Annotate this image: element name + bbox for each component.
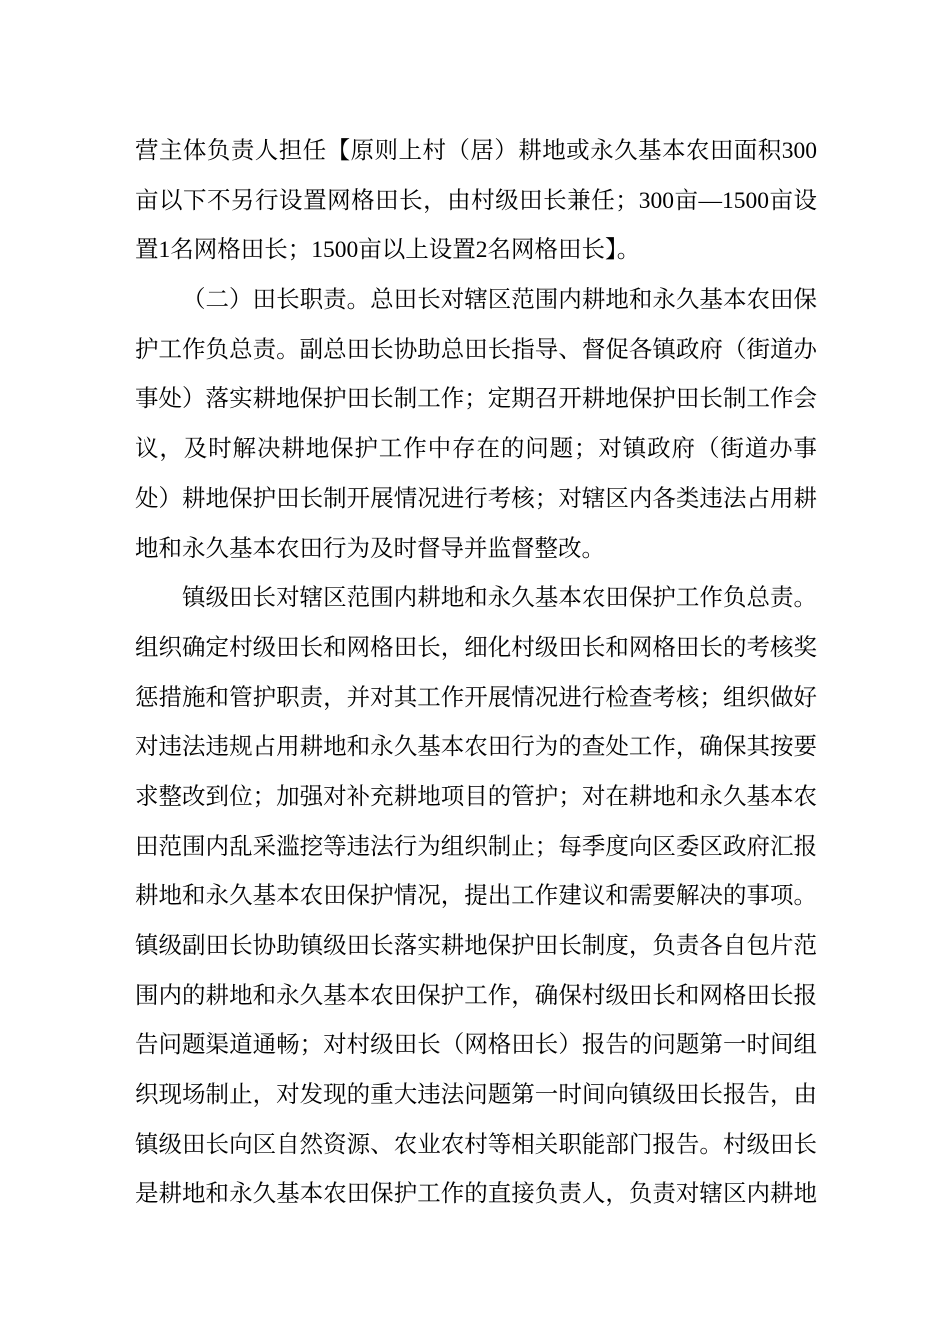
text-line: 对违法违规占用耕地和永久基本农田行为的查处工作，确保其按要	[135, 734, 817, 761]
text-line: 告问题渠道通畅；对村级田长（网格田长）报告的问题第一时间组	[135, 1032, 817, 1059]
text-line: 营主体负责人担任【原则上村（居）耕地或永久基本农田面积300	[135, 138, 817, 164]
text-line: 事处）落实耕地保护田长制工作；定期召开耕地保护田长制工作会	[135, 386, 817, 413]
text-line: 议，及时解决耕地保护工作中存在的问题；对镇政府（街道办事	[135, 436, 817, 463]
text-line: 处）耕地保护田长制开展情况进行考核；对辖区内各类违法占用耕	[135, 485, 817, 512]
text-line: 田范围内乱采滥挖等违法行为组织制止；每季度向区委区政府汇报	[135, 833, 817, 860]
document-body	[135, 127, 817, 1220]
text-line: 惩措施和管护职责，并对其工作开展情况进行检查考核；组织做好	[135, 684, 817, 711]
text-line: 织现场制止，对发现的重大违法问题第一时间向镇级田长报告，由	[135, 1082, 817, 1109]
text-line: 耕地和永久基本农田保护情况，提出工作建议和需要解决的事项。	[135, 883, 817, 910]
text-line: 亩以下不另行设置网格田长，由村级田长兼任；300亩—1500亩设	[135, 187, 817, 214]
text-line: 求整改到位；加强对补充耕地项目的管护；对在耕地和永久基本农	[135, 783, 817, 810]
text-line: 护工作负总责。副总田长协助总田长指导、督促各镇政府（街道办	[135, 336, 817, 363]
text-line: 围内的耕地和永久基本农田保护工作，确保村级田长和网格田长报	[135, 982, 817, 1009]
text-line: 是耕地和永久基本农田保护工作的直接负责人，负责对辖区内耕地	[135, 1181, 817, 1208]
text-line: 地和永久基本农田行为及时督导并监督整改。	[135, 535, 605, 562]
paragraph-3	[135, 574, 817, 1220]
text-line: 组织确定村级田长和网格田长，细化村级田长和网格田长的考核奖	[135, 634, 817, 661]
text-line: （二）田长职责。总田长对辖区范围内耕地和永久基本农田保	[182, 287, 817, 314]
text-line: 镇级副田长协助镇级田长落实耕地保护田长制度，负责各自包片范	[135, 933, 817, 959]
paragraph-2	[135, 276, 817, 574]
text-line: 镇级田长向区自然资源、农业农村等相关职能部门报告。村级田长	[135, 1131, 817, 1158]
text-line: 镇级田长对辖区范围内耕地和永久基本农田保护工作负总责。	[182, 585, 817, 612]
text-line: 置1名网格田长；1500亩以上设置2名网格田长】。	[135, 237, 641, 264]
paragraph-1	[135, 127, 817, 276]
